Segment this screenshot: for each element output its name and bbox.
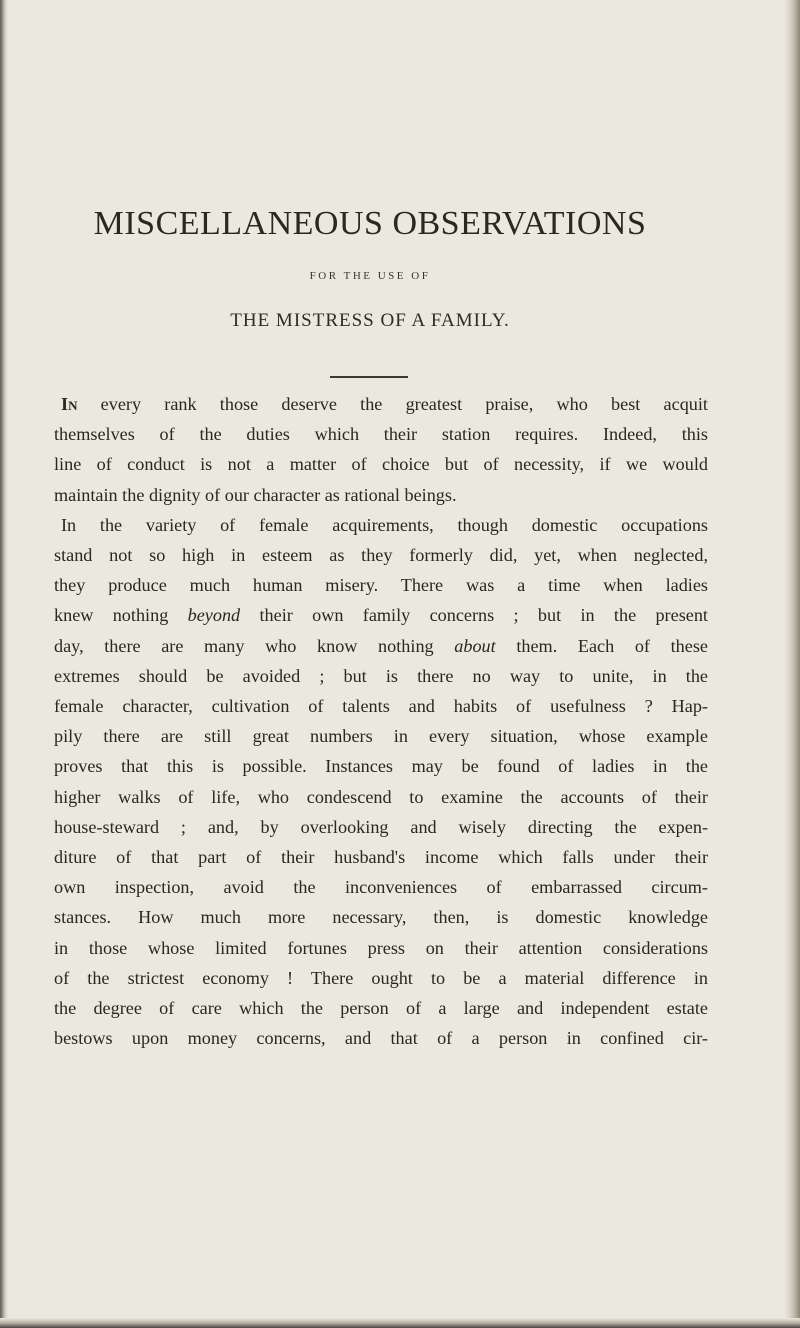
body-text [54,389,708,1053]
title-divider-rule [330,376,408,378]
chapter-subtitle: THE MISTRESS OF A FAMILY. [230,310,510,331]
text-line: stand not so high in esteem as they formerly did, yet, when neglected, [54,545,708,566]
text-line: of the strictest economy ! There ought to be a material difference in [54,967,708,988]
text-line: higher walks of life, who condescend to examine the accounts of their [54,786,708,807]
text-line: bestows upon money concerns, and that of a person in confined cir- [54,1028,708,1049]
text-line: proves that this is possible. Instances may be found of ladies in the [54,756,708,777]
text-line: they produce much human misery. There was a time when ladies [54,575,708,596]
text-line: themselves of the duties which their station requires. Indeed, this [54,424,708,445]
page-left-edge [0,0,8,1328]
paragraph-1 [54,389,708,510]
text-line: line of conduct is not a matter of choice but of necessity, if we would [54,454,708,475]
text-line: pily there are still great numbers in every situation, whose example [54,726,708,747]
text-line: maintain the dignity of our character as rational beings. [54,484,457,505]
page-right-edge [784,0,800,1328]
text-line: diture of that part of their husband's income which falls under their [54,847,708,868]
text-line: house-steward ; and, by overlooking and wisely directing the expen- [54,816,708,837]
text-line: In every rank those deserve the greatest praise, who best acquit [61,394,708,414]
paragraph-2 [54,510,708,1054]
text-line: extremes should be avoided ; but is there no way to unite, in the [54,665,708,686]
drop-word: In [61,394,78,414]
emphasis-about: about [454,635,496,656]
text-line: female character, cultivation of talents and habits of usefulness ? Hap- [54,696,708,717]
text-line: day, there are many who know nothing about them. Each of these [54,635,708,656]
chapter-title: MISCELLANEOUS OBSERVATIONS [93,205,647,242]
text-line: stances. How much more necessary, then, is domestic knowledge [54,907,708,928]
for-the-use-of: FOR THE USE OF [309,270,431,282]
page-bottom-edge [0,1318,800,1328]
text-line: In the variety of female acquirements, though domestic occupations [61,514,708,535]
text-line: in those whose limited fortunes press on their attention considerations [54,937,708,958]
text-line: knew nothing beyond their own family concerns ; but in the present [54,605,708,626]
text-line: own inspection, avoid the inconveniences of embarrassed circum- [54,877,708,898]
emphasis-beyond: beyond [187,605,241,626]
text-line: the degree of care which the person of a large and independent estate [54,998,708,1019]
